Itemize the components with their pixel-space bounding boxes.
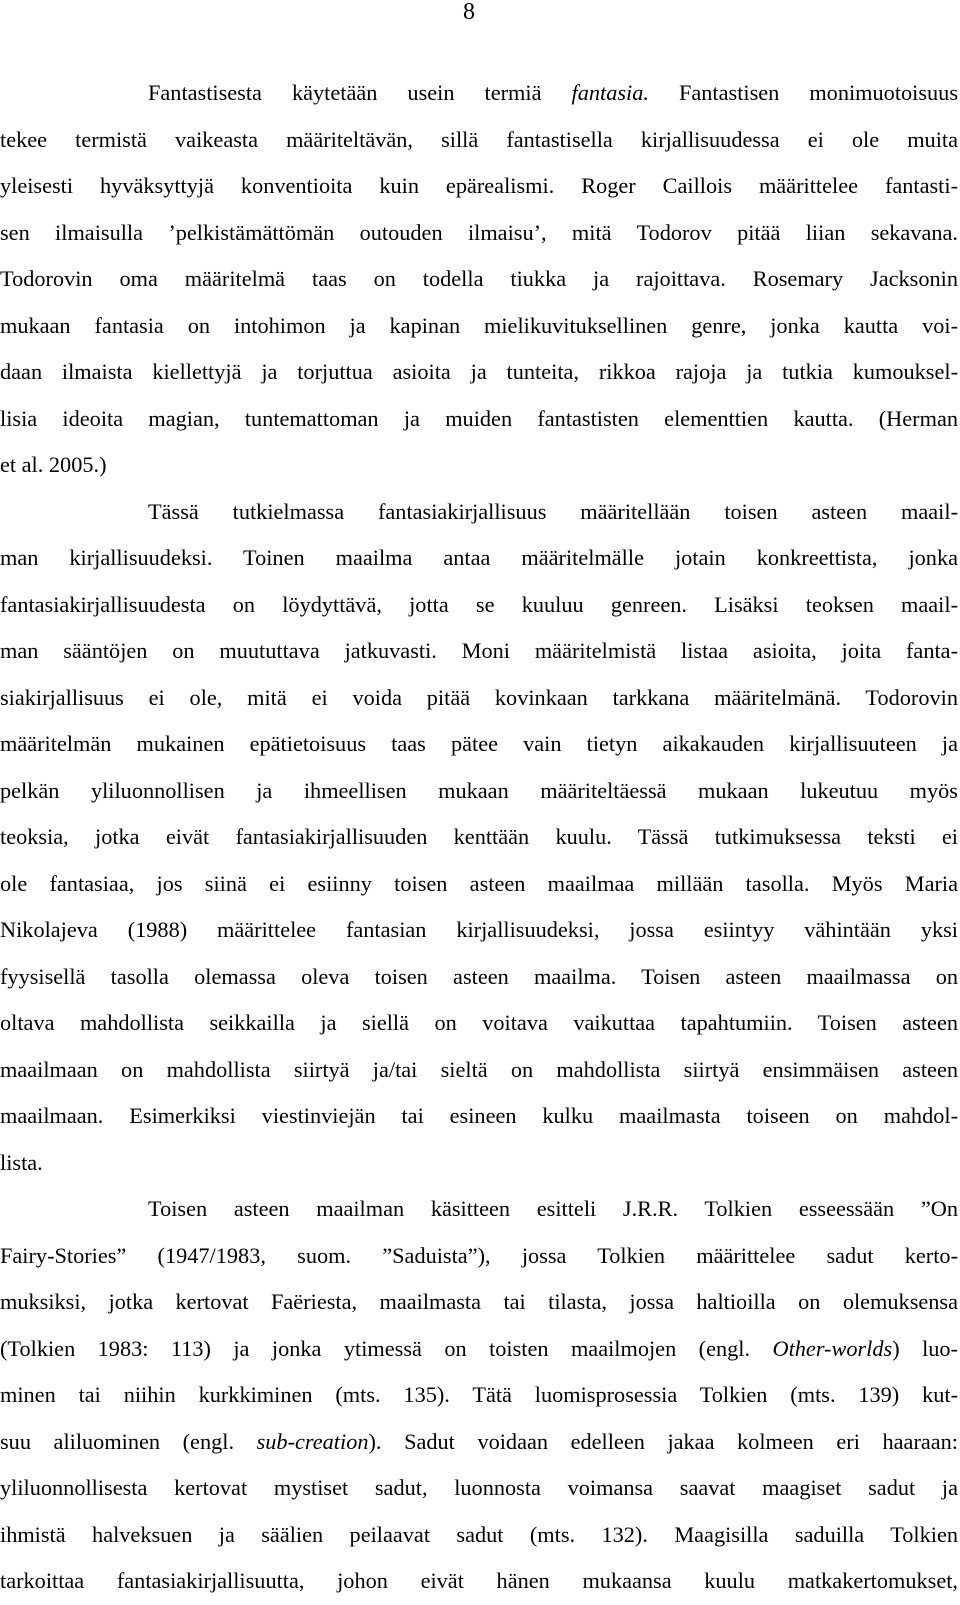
paragraph3-line-5: minen tai niihin kurkkiminen (mts. 135). Tätä luomisprosessia Tolkien (mts. 139) kut- [0,1382,958,1407]
paragraph1-line-7: daan ilmaista kiellettyjä ja torjuttua asioita ja tunteita, rikkoa rajoja ja tutkia kumouksel- [0,359,958,384]
body-text [0,70,958,1605]
paragraph2-line-10: Nikolajeva (1988) määrittelee fantasian kirjallisuudeksi, jossa esiintyy vähintään yksi [0,917,958,942]
paragraph2-line-9: ole fantasiaa, jos siinä ei esiinny toisen asteen maailmaa millään tasolla. Myös Maria [0,870,958,896]
paragraph3-line-8: ihmistä halveksuen ja säälien peilaavat sadut (mts. 132). Maagisilla saduilla Tolkien [0,1521,958,1547]
paragraph1-line-3: yleisesti hyväksyttyjä konventioita kuin epärealismi. Roger Caillois määrittelee fantasti- [0,173,958,198]
paragraph2-line-8: teoksia, jotka eivät fantasiakirjallisuuden kenttään kuulu. Tässä tutkimuksessa teksti ei [0,824,958,849]
paragraph3-line-1: Toisen asteen maailman käsitteen esitteli J.R.R. Tolkien esseessään ”On [148,1196,958,1221]
paragraph2-line-11: fyysisellä tasolla olemassa oleva toisen asteen maailma. Toisen asteen maailmassa on [0,963,958,989]
paragraph3-line-6 [0,1419,958,1466]
paragraph2-line-12: oltava mahdollista seikkailla ja siellä on voitava vaikuttaa tapahtumiin. Toisen asteen [0,1010,958,1035]
emphasis-term: sub-creation [256,1428,369,1454]
paragraph3-line-9: tarkoittaa fantasiakirjallisuutta, johon eivät hänen mukaansa kuulu matkakertomukset, [0,1568,958,1593]
text-run: (Tolkien 1983: 113) ja jonka ytimessä on toisten maailmojen (engl. [0,1335,773,1361]
paragraph3-line-4 [0,1326,958,1373]
paragraph2-line-13: maailmaan on mahdollista siirtyä ja/tai sieltä on mahdollista siirtyä ensimmäisen asteen [0,1056,958,1082]
emphasis-term: Other-worlds [772,1335,893,1361]
paragraph3-line-2: Fairy-Stories” (1947/1983, suom. ”Saduista”), jossa Tolkien määrittelee sadut kerto- [0,1242,958,1268]
paragraph2-line-2: man kirjallisuudeksi. Toinen maailma antaa määritelmälle jotain konkreettista, jonka [0,545,958,570]
text-run: suu aliluominen (engl. [0,1428,257,1454]
paragraph2-line-3: fantasiakirjallisuudesta on löydyttävä, jotta se kuuluu genreen. Lisäksi teoksen maail- [0,591,958,617]
paragraph2-line-4: man sääntöjen on muututtava jatkuvasti. Moni määritelmistä listaa asioita, joita fanta- [0,638,958,663]
paragraph2-line-7: pelkän yliluonnollisen ja ihmeellisen mukaan määriteltäessä mukaan lukeutuu myös [0,777,958,803]
text-run: Fantastisen monimuotoisuus [648,80,959,105]
text-run: ). Sadut voidaan edelleen jakaa kolmeen eri haaraan: [368,1428,958,1454]
paragraph1-line-5: Todorovin oma määritelmä taas on todella tiukka ja rajoittava. Rosemary Jacksonin [0,266,958,291]
paragraph1-line-4: sen ilmaisulla ’pelkistämättömän outouden ilmaisu’, mitä Todorov pitää liian sekavana. [0,219,958,245]
paragraph2-line-5: siakirjallisuus ei ole, mitä ei voida pitää kovinkaan tarkkana määritelmänä. Todorovin [0,684,958,710]
paragraph1-line-1 [0,70,958,117]
paragraph1-line-6: mukaan fantasia on intohimon ja kapinan mielikuvituksellinen genre, jonka kautta voi- [0,312,958,338]
text-run: ) luo- [892,1335,958,1361]
paragraph1-line-9: et al. 2005.) [0,452,107,477]
paragraph1-line-2: tekee termistä vaikeasta määriteltävän, sillä fantastisella kirjallisuudessa ei ole muita [0,126,958,152]
paragraph2-line-1: Tässä tutkielmassa fantasiakirjallisuus määritellään toisen asteen maail- [148,498,958,524]
emphasis-term: fantasia. [571,80,649,105]
paragraph3-line-7: yliluonnollisesta kertovat mystiset sadut, luonnosta voimansa saavat maagiset sadut ja [0,1475,958,1500]
text-run: Fantastisesta käytetään usein termiä [148,80,572,105]
paragraph3-line-3: muksiksi, jotka kertovat Faëriesta, maailmasta tai tilasta, jossa haltioilla on olemuksensa [0,1289,958,1314]
page-number: 8 [463,0,475,25]
paragraph2-line-14: maailmaan. Esimerkiksi viestinviejän tai esineen kulku maailmasta toiseen on mahdol- [0,1103,958,1128]
paragraph1-line-8: lisia ideoita magian, tuntemattoman ja muiden fantastisten elementtien kautta. (Herman [0,405,958,431]
paragraph2-line-6: määritelmän mukainen epätietoisuus taas pätee vain tietyn aikakauden kirjallisuuteen ja [0,731,958,756]
paragraph2-line-15: lista. [0,1149,43,1175]
